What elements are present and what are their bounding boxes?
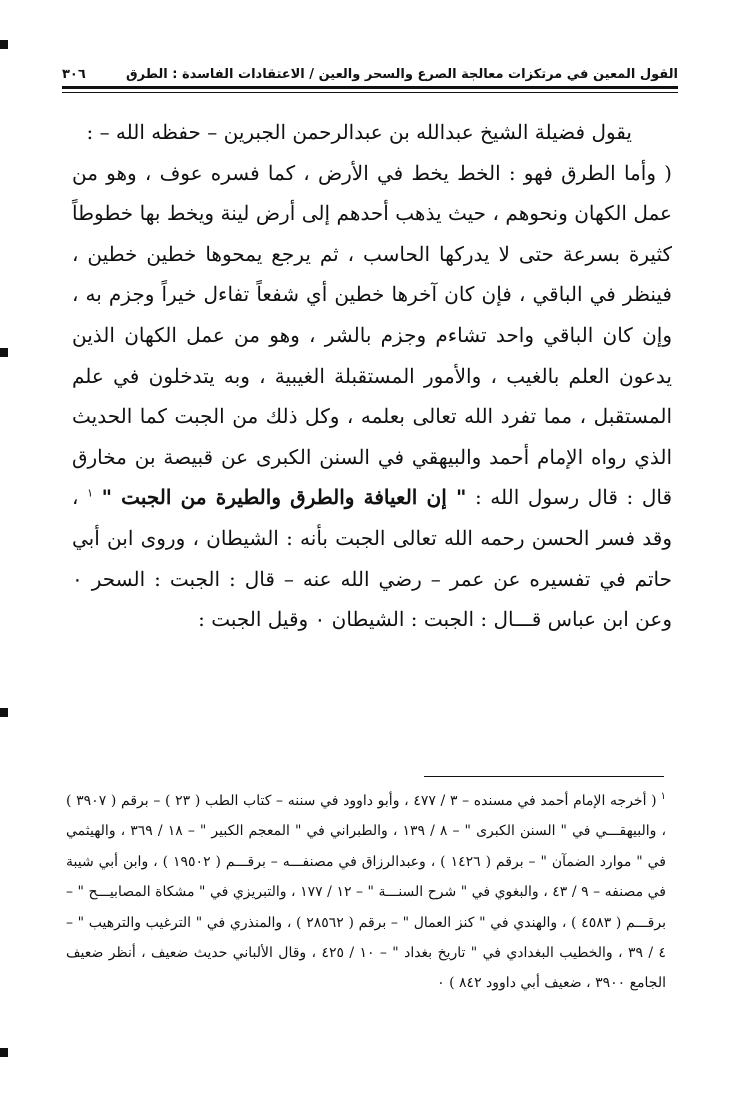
footnote-text: ( أخرجه الإمام أحمد في مسنده – ٣ / ٤٧٧ ، وأبو داوود في سننه – كتاب الطب ( ٢٣ ) – برقم ( ٣٩٠٧ ) ، والبيهقـــي في " السنن الكبرى " – ٨ / ١٣٩ ، والطبراني في " المعجم الكبير " – ١٨ / ٣٦٩ ، والهيثمي في " موارد الضمآن " – برقم ( ١٤٢٦ ) ، وعبدالرزاق في مصنفـــه – برقـــم ( ١٩٥٠٢ ) ، وابن أبي شيبة في مصنفه – ٩ / ٤٣ ، والبغوي في " شرح السنـــة " – ١٢ / ١٧٧ ، والتبريزي في " مشكاة المصابيـــح " – برقـــم ( ٤٥٨٣ ) ، والهندي في " كنز العمال " – برقم ( ٢٨٥٦٢ ) ، والمنذري في " الترغيب والترهيب " – ٤ / ٣٩ ، والخطيب البغدادي في " تاريخ بغداد " – ١٠ / ٤٢٥ ، وقال الألباني حديث ضعيف ، أنظر ضعيف الجامع ٣٩٠٠ ، ضعيف أبي داوود ٨٤٢ ) ٠ [66, 793, 667, 992]
main-text [72, 112, 672, 640]
running-title: القول المعين في مرتكزات معالجة الصرع والسحر والعين / الاعتقادات الفاسدة : الطرق [125, 67, 678, 82]
header-rule-thin [62, 92, 678, 93]
hadith-text: " إن العيافة والطرق والطيرة من الجبت " [101, 485, 467, 510]
edge-mark [0, 40, 8, 49]
page-number: ٣٠٦ [62, 67, 86, 82]
footnote-number: ١ [660, 791, 666, 803]
edge-mark [0, 1048, 8, 1057]
footnote [66, 786, 666, 999]
page-header [62, 60, 678, 82]
footnote-reference[interactable]: ١ [87, 486, 93, 500]
footnote-separator [424, 776, 664, 777]
header-rule-thick [62, 86, 678, 89]
quote-paragraph [72, 153, 672, 640]
intro-paragraph: يقول فضيلة الشيخ عبدالله بن عبدالرحمن الجبرين – حفظه الله – : [86, 120, 632, 144]
edge-mark [0, 348, 8, 357]
quote-text-after: ، وقد فسر الحسن رحمه الله تعالى الجبت بأنه : الشيطان ، وروى ابن أبي حاتم في تفسيره عن عمر – رضي الله عنه – قال : الجبت : السحر ٠ وعن ابن عباس قـــال : الجبت : الشيطان ٠ وقيل الجبت : [72, 485, 672, 632]
quote-text-before: ( وأما الطرق فهو : الخط يخط في الأرض ، كما فسره عوف ، وهو من عمل الكهان ونحوهم ، حيث يذهب أحدهم إلى أرض لينة ويخط بها خطوطاً كثيرة بسرعة حتى لا يدركها الحاسب ، ثم يرجع يمحوها خطين خطين ، فينظر في الباقي ، فإن كان آخرها خطين أي شفعاً تفاءل خيراً وجزم به ، وإن كان الباقي واحد تشاءم وجزم بالشر ، وهو من عمل الكهان الذين يدعون العلم بالغيب ، والأمور المستقبلة الغيبية ، وبه يتدخلون في علم المستقبل ، مما تفرد الله تعالى بعلمه ، وكل ذلك من الجبت كما الحديث الذي رواه الإمام أحمد والبيهقي في السنن الكبرى عن قبيصة بن مخارق قال : قال رسول الله : [72, 160, 673, 510]
edge-mark [0, 708, 8, 717]
